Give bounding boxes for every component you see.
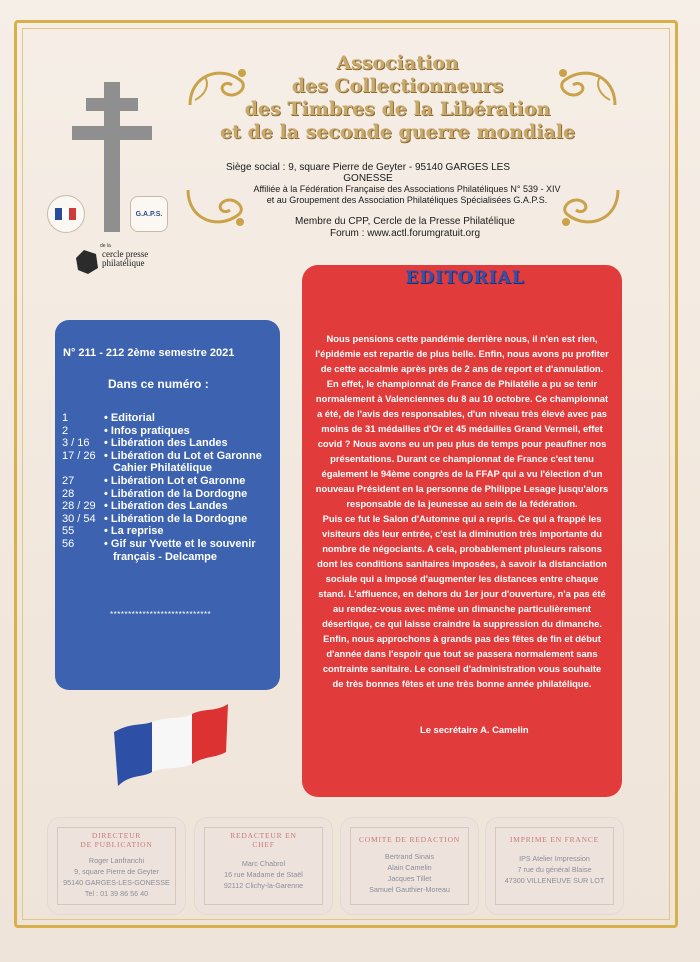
gaps-logo-icon: [130, 196, 168, 232]
sommaire-heading: Dans ce numéro :: [108, 377, 209, 391]
footer-card-comite: COMITE DE REDACTION Bertrand Sinais Alain Camelin Jacques Tillet Samuel Gauthier-Moreau: [341, 818, 478, 914]
editorial-line: d'année dans l'espoir que tout se passera normalement sans: [326, 648, 598, 659]
editorial-line: nouveau Président en la personne de Philippe Lesage jusqu'alors: [315, 483, 609, 494]
editorial-line: désertique, ce qui laisse craindre la suppression du dimanche.: [322, 618, 602, 629]
editorial-title: EDITORIAL: [405, 268, 525, 288]
editorial-line: stand. L'affluence, en dehors du 1er jour d'ouverture, n'a pas été: [318, 588, 606, 599]
cercle-pre-text: de la: [100, 243, 111, 249]
editorial-line: de très bonnes fêtes et une très bonne année philatélique.: [332, 678, 592, 689]
table-of-contents: [62, 412, 277, 563]
toc-item: 17 / 26 • Libération du Lot et Garonne: [62, 449, 262, 462]
toc-item: 28 • Libération de la Dordogne: [62, 487, 248, 500]
editorial-line: au rendez-vous avec même un dimanche particulièrement: [333, 603, 591, 614]
editorial-line: a été, de l'avis des responsables, d'un niveau très élevé avec pas: [316, 408, 608, 419]
editorial-line: Puis ce fut le Salon d'Automne qui a repris. Ce qui a frappé les: [322, 513, 602, 524]
toc-item: 55 • La reprise: [62, 525, 164, 538]
editorial-line: normalement à Valenciennes du 8 au 10 octobre. Ce championnat: [315, 393, 609, 404]
membre-forum-text: Membre du CPP, Cercle de la Presse Philatélique Forum : www.actl.forumgratuit.org: [295, 216, 515, 239]
ffap-logo-icon: [47, 195, 85, 233]
association-title: Association des Collectionneurs des Timbres de la Libération et de la seconde guerre mondiale: [219, 52, 576, 143]
issue-number: N° 211 - 212 2ème semestre 2021: [63, 347, 235, 359]
editorial-line: de cette accalmie après près de 2 ans de report et d'annulation.: [320, 363, 604, 374]
editorial-line: responsable de la jeunesse au sein de la fédération.: [346, 498, 578, 509]
cercle-presse-text: cercle presse philatélique: [102, 249, 149, 268]
toc-item: 3 / 16 • Libération des Landes: [62, 437, 228, 450]
footer-card-imprime: IMPRIME EN FRANCE IPS Atelier Impression 7 rue du général Blaise 47300 VILLENEUVE SUR LOT: [486, 818, 623, 914]
toc-item: 28 / 29 • Libération des Landes: [62, 500, 228, 513]
editorial-line: moins de 31 médailles d'Or et 45 médailles Grand Vermeil, effet: [321, 423, 603, 434]
siege-social: Siège social : 9, square Pierre de Geyter - 95140 GARGES LES GONESSE: [225, 162, 511, 184]
toc-item: 1 • Editorial: [62, 412, 155, 424]
footer-card-redacteur: REDACTEUR EN CHEF Marc Chabrol 16 rue Madame de Staël 92112 Clichy-la-Garenne: [195, 818, 332, 914]
gaps-logo-text: G.A.P.S.: [135, 210, 163, 218]
toc-item: français - Delcampe: [113, 550, 217, 563]
toc-item: 56 • Gif sur Yvette et le souvenir: [62, 537, 256, 550]
toc-item: 30 / 54 • Libération de la Dordogne: [62, 512, 248, 525]
affiliation-text: Affiliée à la Fédération Française des Associations Philatéliques N° 539 - XIV et au Groupement des Association Philatéliques Spécialisées G.A.P.S.: [253, 184, 561, 205]
stars-divider: ****************************: [110, 610, 212, 619]
toc-item: 27 • Libération Lot et Garonne: [62, 474, 246, 487]
french-flag-icon: [112, 700, 230, 795]
editorial-line: présentations. Durant ce championnat de France c'est tenu: [330, 453, 594, 464]
editorial-line: visiteurs dès leur entrée, c'est la diminution très importante du: [322, 528, 602, 539]
editorial-line: covid ? Nous avons eu un peu plus de temps pour peaufiner nos: [317, 438, 607, 449]
editorial-line: nombre de négociants. A cela, probablement plusieurs raisons: [322, 543, 602, 554]
footer-card-directeur: DIRECTEUR DE PUBLICATION Roger Lanfranchi 9, square Pierre de Geyter 95140 GARGES-LES-GONESSE Tel : 01 39 86 56 40: [48, 818, 185, 914]
editorial-line: sociale qui a imposé d'augmenter les distances entre chaque: [325, 573, 599, 584]
editorial-body: [308, 331, 616, 691]
editorial-line: Enfin, nous approchons à grands pas des fêtes de fin et début: [323, 633, 601, 644]
editorial-signature: Le secrétaire A. Camelin: [420, 724, 529, 735]
editorial-line: contrainte sanitaire. Le conseil d'administration vous souhaite: [322, 663, 602, 674]
editorial-line: dont les conditions sanitaires imposées, à savoir la distanciation: [317, 558, 607, 569]
editorial-line: également le 94ème congrès de la FFAP qui a vu l'élection d'un: [321, 468, 603, 479]
editorial-line: l'épidémie est repartie de plus belle. Enfin, nous avons pu profiter: [315, 348, 609, 359]
editorial-line: En effet, le championnat de France de Philatélie a pu se tenir: [326, 378, 598, 389]
editorial-line: Nous pensions cette pandémie derrière nous, il n'en est rien,: [326, 333, 598, 344]
toc-item: Cahier Philatélique: [113, 462, 213, 475]
toc-item: 2 • Infos pratiques: [62, 424, 190, 437]
